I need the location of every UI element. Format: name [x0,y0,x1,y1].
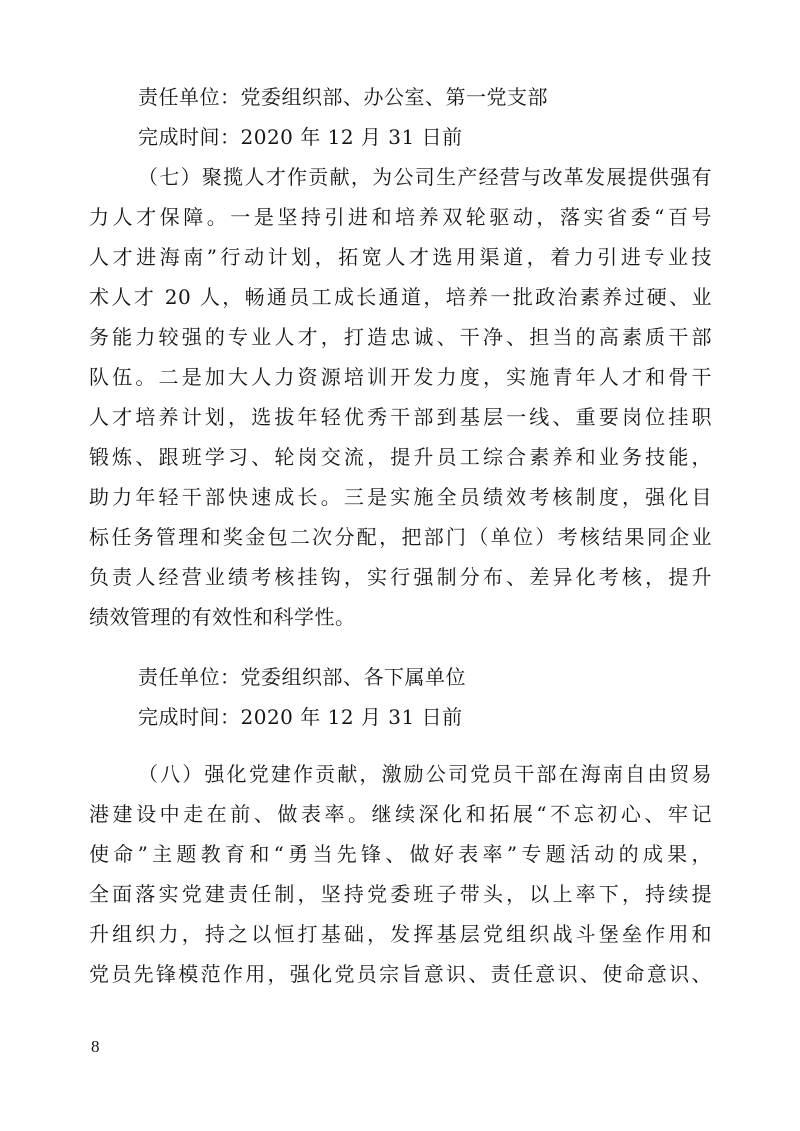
paragraph-line: 标任务管理和奖金包二次分配，把部门（单位）考核结果同企业 [89,525,712,549]
completion-time-line: 完成时间：2020 年 12 月 31 日前 [138,705,463,729]
paragraph-line: 力人才保障。一是坚持引进和培养双轮驱动，落实省委“百号 [89,205,712,229]
paragraph-line: 绩效管理的有效性和科学性。 [89,605,356,629]
paragraph-line: 务能力较强的专业人才，打造忠诚、干净、担当的高素质干部 [89,325,712,349]
paragraph-line: 党员先锋模范作用，强化党员宗旨意识、责任意识、使命意识、 [89,962,712,986]
paragraph-line: 升组织力，持之以恒打基础，发挥基层党组织战斗堡垒作用和 [89,922,712,946]
paragraph-line: 锻炼、跟班学习、轮岗交流，提升员工综合素养和业务技能， [89,445,712,469]
paragraph-line: （七）聚揽人才作贡献，为公司生产经营与改革发展提供强有 [138,165,712,189]
paragraph-line: 全面落实党建责任制，坚持党委班子带头，以上率下，持续提 [89,882,712,906]
responsibility-unit-line: 责任单位：党委组织部、办公室、第一党支部 [138,85,548,109]
responsibility-unit-line: 责任单位：党委组织部、各下属单位 [138,665,466,689]
paragraph-line: 助力年轻干部快速成长。三是实施全员绩效考核制度，强化目 [89,485,712,509]
paragraph-line: 人才培养计划，选拔年轻优秀干部到基层一线、重要岗位挂职 [89,405,712,429]
paragraph-line: 术人才 20 人，畅通员工成长通道，培养一批政治素养过硬、业 [89,285,712,309]
paragraph-line: 人才进海南”行动计划，拓宽人才选用渠道，着力引进专业技 [89,245,712,269]
paragraph-line: 港建设中走在前、做表率。继续深化和拓展“不忘初心、牢记 [89,802,712,826]
paragraph-line: 负责人经营业绩考核挂钩，实行强制分布、差异化考核，提升 [89,565,712,589]
paragraph-line: （八）强化党建作贡献，激励公司党员干部在海南自由贸易 [138,762,712,786]
paragraph-line: 队伍。二是加大人力资源培训开发力度，实施青年人才和骨干 [89,365,712,389]
page-number: 8 [91,1037,100,1056]
paragraph-line: 使命”主题教育和“勇当先锋、做好表率”专题活动的成果， [89,842,712,866]
completion-time-line: 完成时间：2020 年 12 月 31 日前 [138,125,463,149]
